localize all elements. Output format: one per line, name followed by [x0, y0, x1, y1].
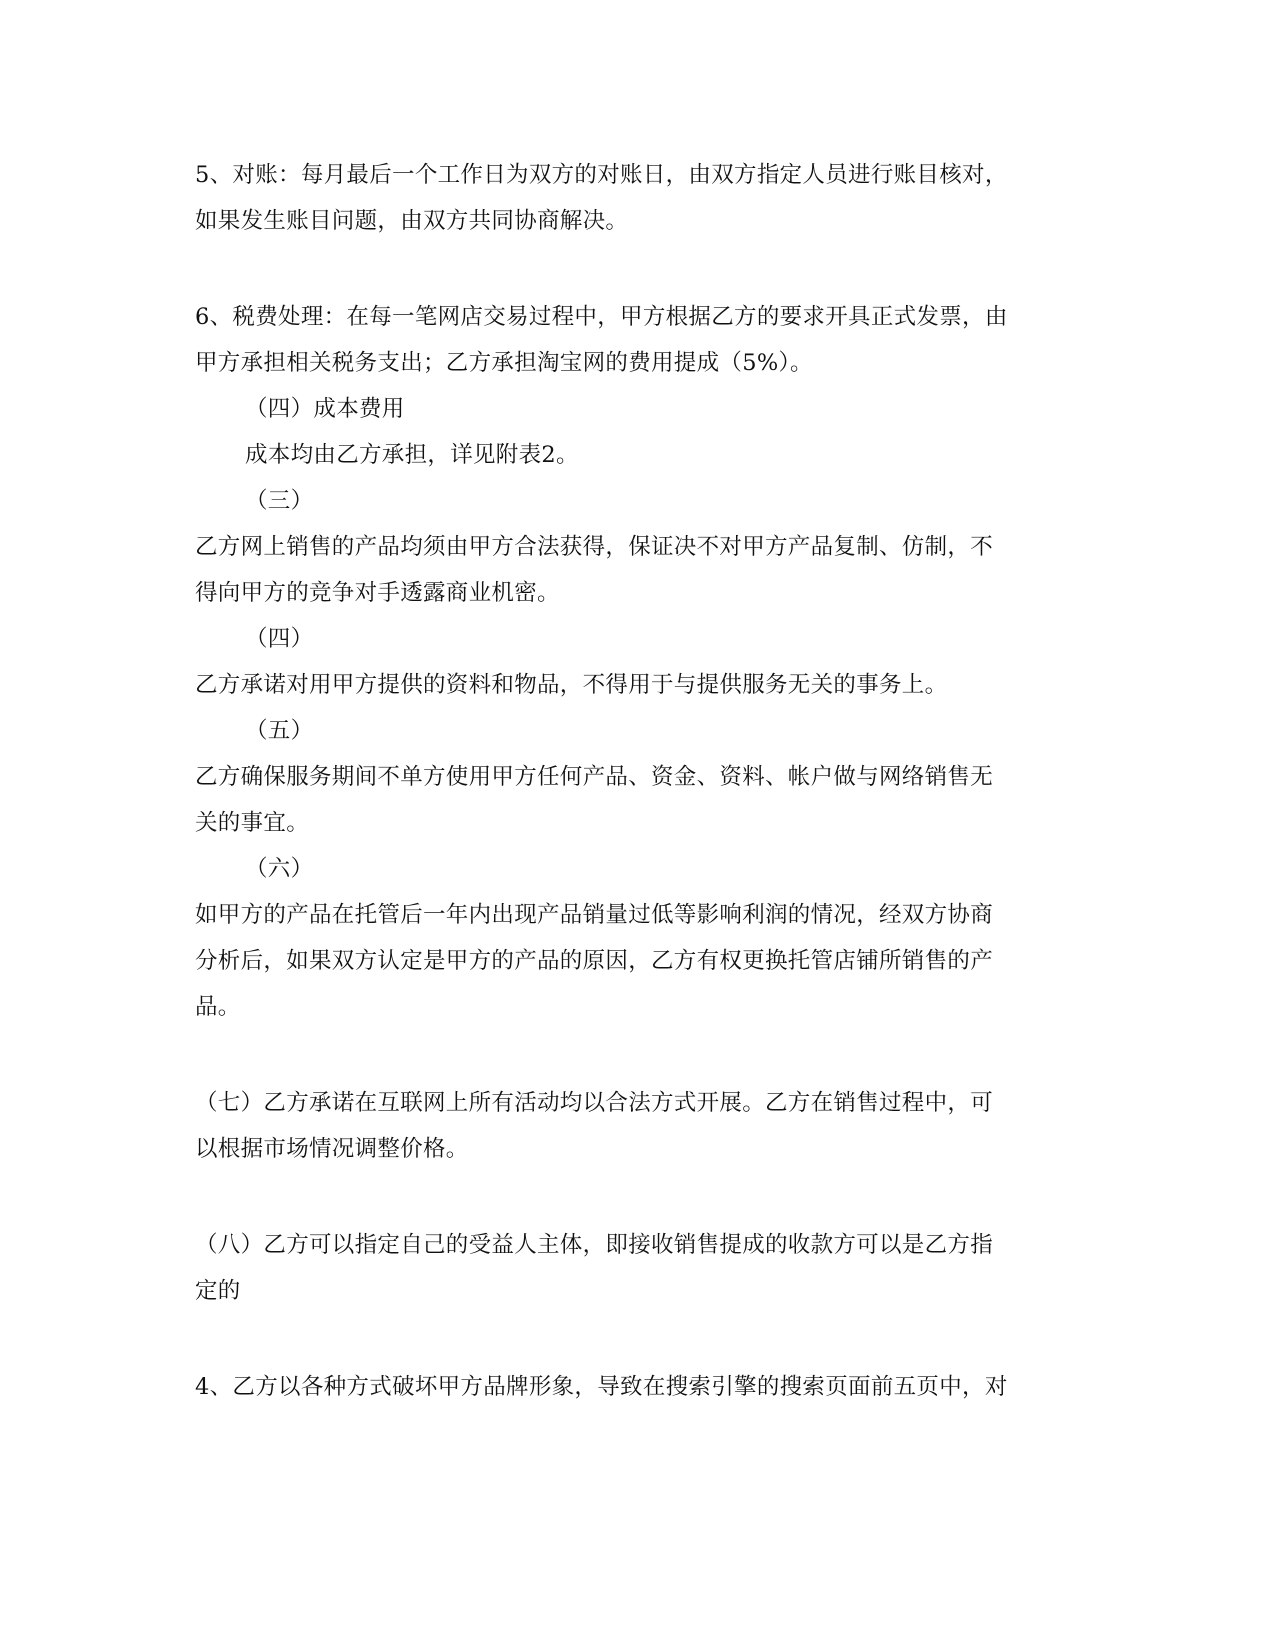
- text-line: 甲方承担相关税务支出；乙方承担淘宝网的费用提成（5%）。: [195, 350, 813, 376]
- text-line: （七）乙方承诺在互联网上所有活动均以合法方式开展。乙方在销售过程中，可: [195, 1090, 994, 1116]
- text-line: 得向甲方的竞争对手透露商业机密。: [195, 580, 560, 606]
- section-heading: （三）: [245, 488, 314, 514]
- text-line: 乙方承诺对用甲方提供的资料和物品，不得用于与提供服务无关的事务上。: [195, 672, 948, 698]
- text-line: 4、乙方以各种方式破坏甲方品牌形象，导致在搜索引擎的搜索页面前五页中，对: [195, 1374, 1008, 1400]
- section-heading: （六）: [245, 856, 314, 882]
- section-heading: （四）成本费用: [245, 396, 405, 422]
- text-line: 成本均由乙方承担，详见附表2。: [245, 442, 579, 468]
- text-line: 如果发生账目问题，由双方共同协商解决。: [195, 208, 629, 234]
- text-line: （八）乙方可以指定自己的受益人主体，即接收销售提成的收款方可以是乙方指: [195, 1232, 994, 1258]
- text-line: 乙方确保服务期间不单方使用甲方任何产品、资金、资料、帐户做与网络销售无: [195, 764, 994, 790]
- section-heading: （四）: [245, 626, 314, 652]
- text-line: 5、对账：每月最后一个工作日为双方的对账日，由双方指定人员进行账目核对，: [195, 162, 1008, 188]
- text-line: 定的: [195, 1278, 241, 1304]
- text-line: 以根据市场情况调整价格。: [195, 1136, 469, 1162]
- text-line: 乙方网上销售的产品均须由甲方合法获得，保证决不对甲方产品复制、仿制，不: [195, 534, 994, 560]
- text-line: 分析后，如果双方认定是甲方的产品的原因，乙方有权更换托管店铺所销售的产: [195, 948, 994, 974]
- text-line: 品。: [195, 994, 241, 1020]
- section-heading: （五）: [245, 718, 314, 744]
- text-line: 如甲方的产品在托管后一年内出现产品销量过低等影响利润的情况，经双方协商: [195, 902, 994, 928]
- text-line: 6、税费处理：在每一笔网店交易过程中，甲方根据乙方的要求开具正式发票，由: [195, 304, 1008, 330]
- text-line: 关的事宜。: [195, 810, 310, 836]
